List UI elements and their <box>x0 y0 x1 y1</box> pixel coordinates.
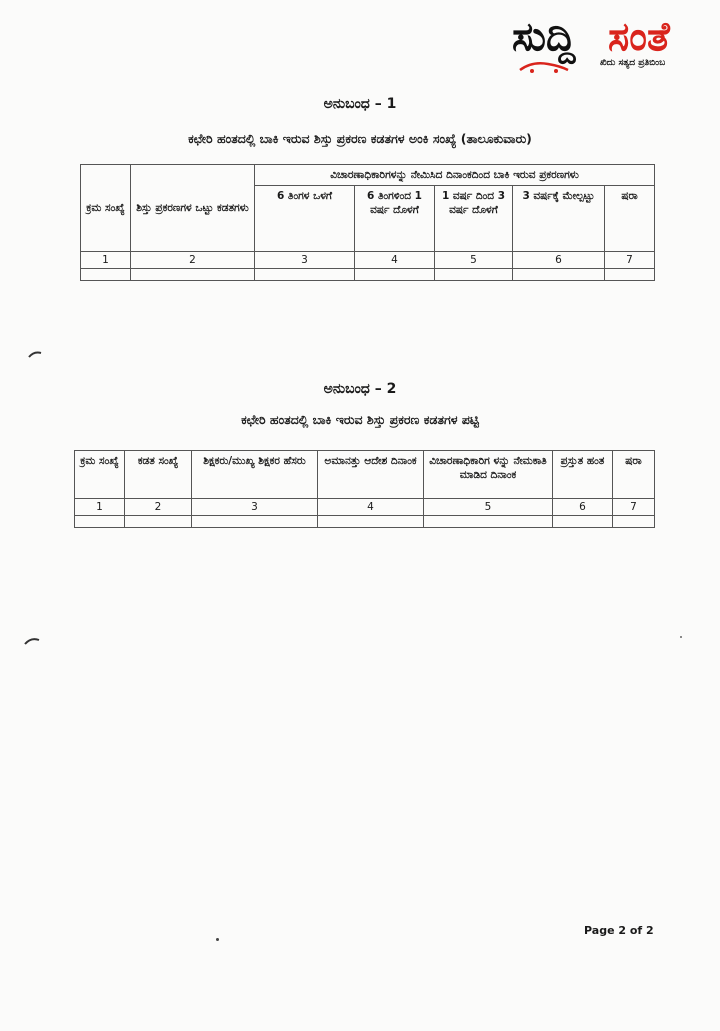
annex-2-table <box>74 450 655 528</box>
header-1-to-3-years: 1 ವರ್ಷ ದಿಂದ 3 ವರ್ಷ ದೊಳಗೆ <box>435 186 513 252</box>
col-number: 7 <box>613 499 655 516</box>
header-current-stage: ಪ್ರಸ್ತುತ ಹಂತ <box>553 451 613 499</box>
header-remarks: ಷರಾ <box>605 186 655 252</box>
car-icon <box>518 58 570 74</box>
header-above-3-years: 3 ವರ್ಷಕ್ಕೆ ಮೇಲ್ಪಟ್ಟು <box>513 186 605 252</box>
header-serial-no: ಕ್ರಮ ಸಂಖ್ಯೆ <box>75 451 125 499</box>
annex-1-title: ಅನುಬಂಧ – 1 <box>323 96 397 112</box>
header-total-files: ಶಿಸ್ತು ಪ್ರಕರಣಗಳ ಒಟ್ಟು ಕಡತಗಳು <box>131 165 255 252</box>
col-number: 7 <box>605 252 655 269</box>
annex-1-subtitle: ಕಛೇರಿ ಹಂತದಲ್ಲಿ ಬಾಕಿ ಇರುವ ಶಿಸ್ತು ಪ್ರಕರಣ ಕಡತಗಳ ಅಂಕಿ ಸಂಖ್ಯೆ (ತಾಲೂಕುವಾರು) <box>188 131 532 146</box>
col-number: 4 <box>318 499 424 516</box>
scan-mark <box>28 350 42 358</box>
header-file-no: ಕಡತ ಸಂಖ್ಯೆ <box>125 451 192 499</box>
col-number: 1 <box>75 499 125 516</box>
col-number: 5 <box>424 499 553 516</box>
annex-1-table <box>80 164 655 281</box>
col-number: 1 <box>81 252 131 269</box>
header-inquiry-officer-date: ವಿಚಾರಣಾಧಿಕಾರಿಗ ಳನ್ನು ನೇಮಕಾತಿ ಮಾಡಿದ ದಿನಾಂಕ <box>424 451 553 499</box>
col-number: 3 <box>192 499 318 516</box>
sudhi-sante-logo <box>512 14 712 76</box>
empty-data-row <box>75 516 655 528</box>
col-number: 5 <box>435 252 513 269</box>
scan-dot <box>216 938 219 941</box>
col-number: 3 <box>255 252 355 269</box>
header-remarks: ಷರಾ <box>613 451 655 499</box>
logo-word-1: ಸುದ್ದಿ <box>512 14 576 60</box>
logo-word-2: ಸಂತೆ <box>608 14 670 60</box>
header-within-6-months: 6 ತಿಂಗಳ ಒಳಗೆ <box>255 186 355 252</box>
empty-data-row <box>81 269 655 281</box>
header-serial-no: ಕ್ರಮ ಸಂಖ್ಯೆ <box>81 165 131 252</box>
column-number-row <box>81 252 655 269</box>
col-number: 4 <box>355 252 435 269</box>
col-number: 2 <box>125 499 192 516</box>
header-pending-cases-group: ವಿಚಾರಣಾಧಿಕಾರಿಗಳನ್ನು ನೇಮಿಸಿದ ದಿನಾಂಕದಿಂದ ಬಾಕಿ ಇರುವ ಪ್ರಕರಣಗಳು <box>255 165 655 186</box>
annex-2-title: ಅನುಬಂಧ – 2 <box>323 381 397 397</box>
scan-mark <box>24 636 40 645</box>
col-number: 6 <box>513 252 605 269</box>
col-number: 2 <box>131 252 255 269</box>
col-number: 6 <box>553 499 613 516</box>
logo-tagline: ಖಿದು ಸತ್ಯದ ಪ್ರತಿಬಿಂಬ <box>600 58 666 68</box>
page-number: Page 2 of 2 <box>584 924 654 937</box>
column-number-row <box>75 499 655 516</box>
header-suspension-date: ಅಮಾನತ್ತು ಆದೇಶ ದಿನಾಂಕ <box>318 451 424 499</box>
header-teacher-name: ಶಿಕ್ಷಕರು/ಮುಖ್ಯ ಶಿಕ್ಷಕರ ಹೆಸರು <box>192 451 318 499</box>
header-6-months-to-1-year: 6 ತಿಂಗಳಿಂದ 1 ವರ್ಷ ದೊಳಗೆ <box>355 186 435 252</box>
scan-dot <box>680 636 682 638</box>
annex-2-subtitle: ಕಛೇರಿ ಹಂತದಲ್ಲಿ ಬಾಕಿ ಇರುವ ಶಿಸ್ತು ಪ್ರಕರಣ ಕಡತಗಳ ಪಟ್ಟಿ <box>241 412 479 427</box>
